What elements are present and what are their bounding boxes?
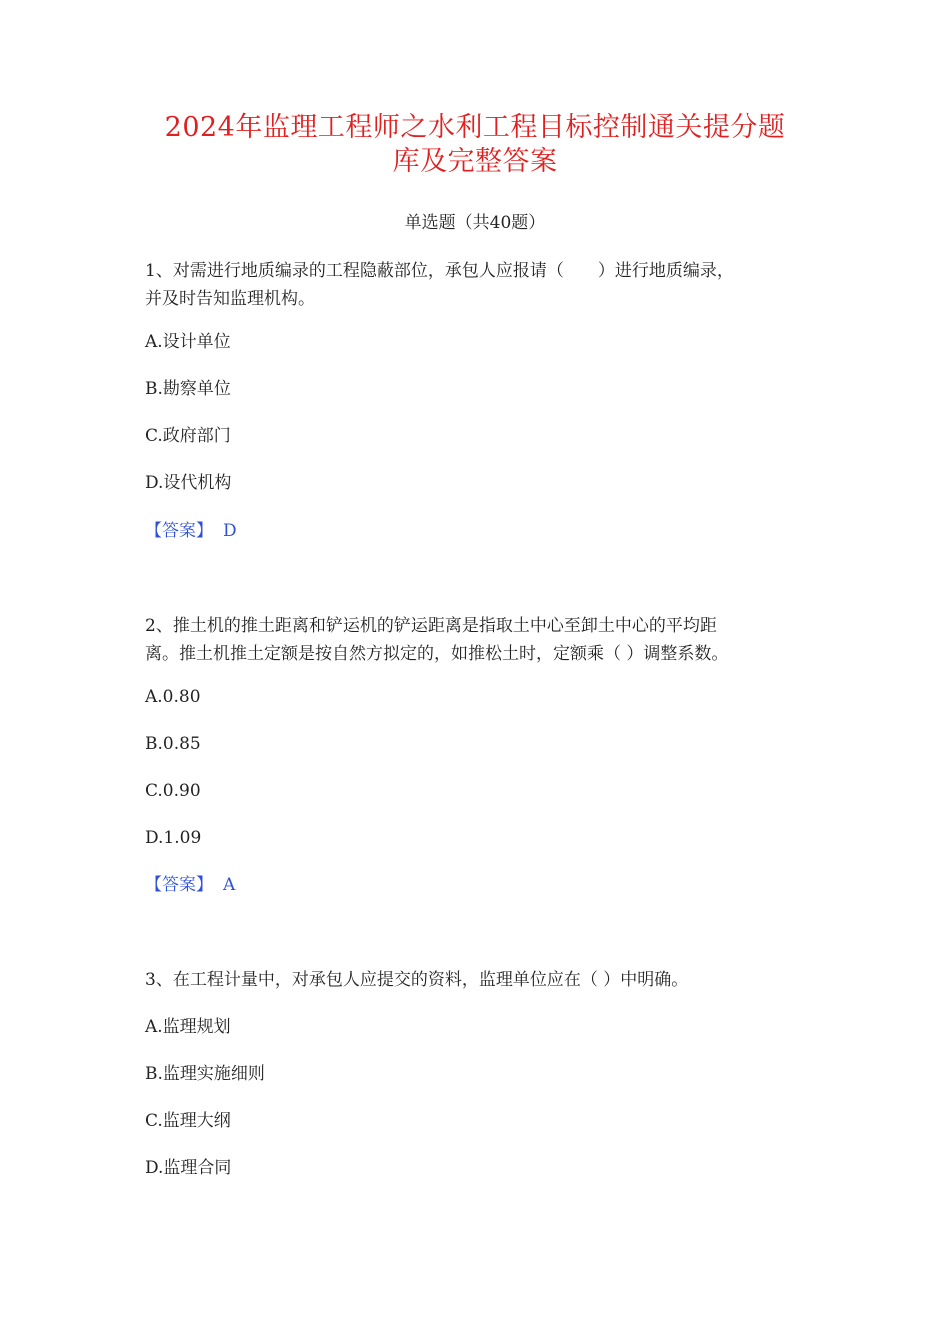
question-3-option-d: D.监理合同 [145,1158,232,1178]
document-title-line-1: 2024年监理工程师之水利工程目标控制通关提分题 [164,112,786,143]
question-3-option-a: A.监理规划 [145,1017,231,1037]
document-title-line-2: 库及完整答案 [392,146,558,177]
question-2-option-b: B.0.85 [145,734,201,754]
question-2-stem-line-2: 离。推土机推土定额是按自然方拟定的，如推松土时，定额乘（ ）调整系数。 [145,644,729,664]
question-3-stem-line-1: 3、在工程计量中，对承包人应提交的资料，监理单位应在（ ）中明确。 [145,970,689,990]
question-2-answer [145,873,235,897]
question-1-stem-line-1: 1、对需进行地质编录的工程隐蔽部位，承包人应报请（ ）进行地质编录， [145,261,734,281]
question-2-option-c: C.0.90 [145,781,201,801]
question-1-option-b: B.勘察单位 [145,379,231,399]
question-1-option-c: C.政府部门 [145,426,231,446]
question-2-stem-line-1: 2、推土机的推土距离和铲运机的铲运距离是指取土中心至卸土中心的平均距 [145,616,717,636]
question-2-option-d: D.1.09 [145,828,202,848]
question-1-stem-line-2: 并及时告知监理机构。 [145,289,315,309]
question-1-answer [145,519,237,543]
answer-label: 【答案】 [145,875,213,895]
section-heading: 单选题（共40题） [404,213,546,233]
question-1-option-d: D.设代机构 [145,473,232,493]
answer-value: D [223,521,237,541]
question-2-option-a: A.0.80 [145,687,201,707]
question-1-option-a: A.设计单位 [145,332,231,352]
question-3-option-b: B.监理实施细则 [145,1064,265,1084]
answer-value: A [223,875,236,895]
question-3-option-c: C.监理大纲 [145,1111,231,1131]
answer-label: 【答案】 [145,521,213,541]
